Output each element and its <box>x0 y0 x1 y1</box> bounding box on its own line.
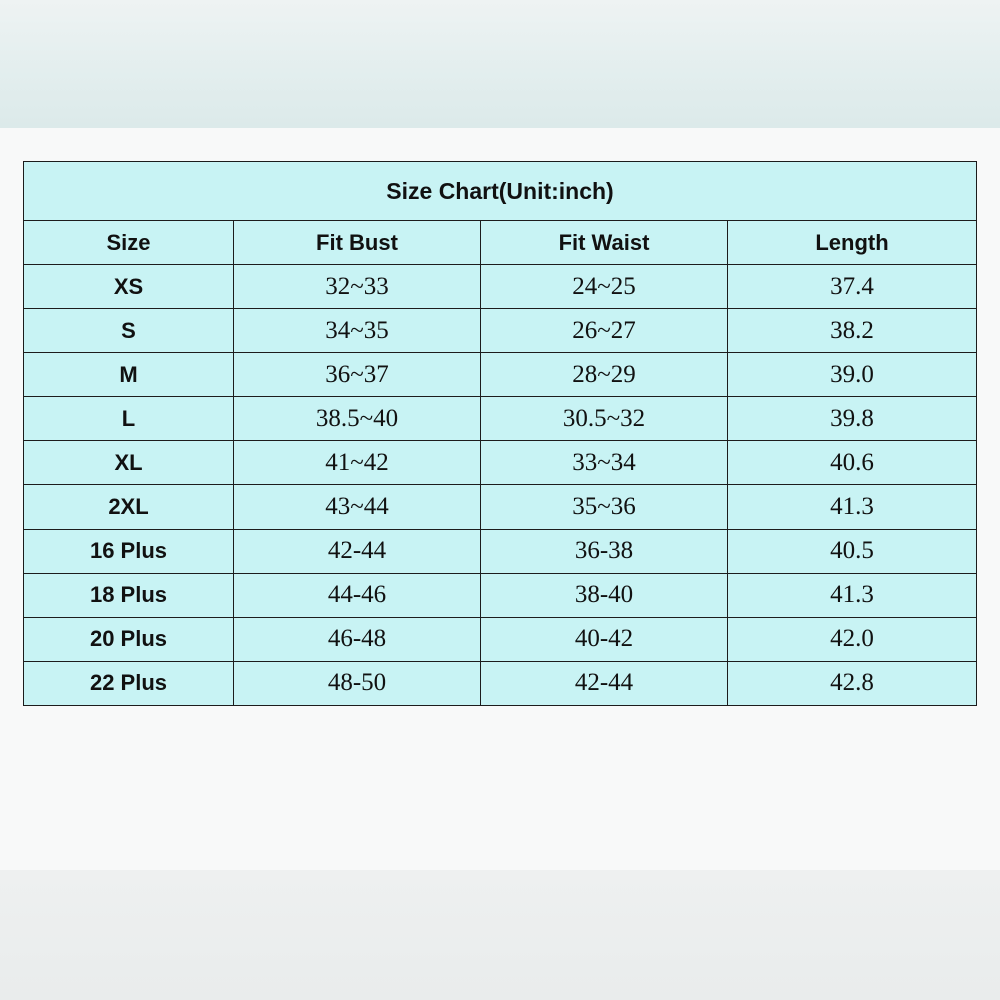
fit-waist-cell: 33~34 <box>481 441 728 485</box>
table-row <box>24 661 977 705</box>
size-rows <box>24 265 977 706</box>
length-cell: 42.8 <box>728 661 977 705</box>
fit-waist-cell: 35~36 <box>481 485 728 529</box>
size-chart-table <box>23 161 977 706</box>
length-cell: 39.8 <box>728 397 977 441</box>
size-cell: 22 Plus <box>24 661 234 705</box>
table-row <box>24 485 977 529</box>
table-row <box>24 441 977 485</box>
header-size: Size <box>24 221 234 265</box>
header-row <box>24 221 977 265</box>
table-row <box>24 573 977 617</box>
fit-waist-cell: 36-38 <box>481 529 728 573</box>
length-cell: 41.3 <box>728 485 977 529</box>
size-cell: 20 Plus <box>24 617 234 661</box>
fit-waist-cell: 24~25 <box>481 265 728 309</box>
fit-bust-cell: 36~37 <box>234 353 481 397</box>
length-cell: 40.5 <box>728 529 977 573</box>
header-length: Length <box>728 221 977 265</box>
size-cell: XS <box>24 265 234 309</box>
size-cell: S <box>24 309 234 353</box>
top-background-band <box>0 0 1000 128</box>
header-fit-bust: Fit Bust <box>234 221 481 265</box>
table-row <box>24 309 977 353</box>
fit-bust-cell: 46-48 <box>234 617 481 661</box>
size-cell: 2XL <box>24 485 234 529</box>
fit-bust-cell: 38.5~40 <box>234 397 481 441</box>
table-row <box>24 617 977 661</box>
length-cell: 40.6 <box>728 441 977 485</box>
size-chart-title: Size Chart(Unit:inch) <box>24 162 977 221</box>
length-cell: 42.0 <box>728 617 977 661</box>
table-row <box>24 529 977 573</box>
table-row <box>24 397 977 441</box>
fit-waist-cell: 40-42 <box>481 617 728 661</box>
fit-waist-cell: 38-40 <box>481 573 728 617</box>
fit-waist-cell: 28~29 <box>481 353 728 397</box>
header-fit-waist: Fit Waist <box>481 221 728 265</box>
fit-bust-cell: 48-50 <box>234 661 481 705</box>
bottom-background-band <box>0 870 1000 1000</box>
length-cell: 38.2 <box>728 309 977 353</box>
table-row <box>24 353 977 397</box>
size-cell: M <box>24 353 234 397</box>
size-cell: XL <box>24 441 234 485</box>
length-cell: 39.0 <box>728 353 977 397</box>
fit-bust-cell: 32~33 <box>234 265 481 309</box>
fit-bust-cell: 44-46 <box>234 573 481 617</box>
fit-bust-cell: 41~42 <box>234 441 481 485</box>
fit-bust-cell: 34~35 <box>234 309 481 353</box>
length-cell: 37.4 <box>728 265 977 309</box>
fit-waist-cell: 26~27 <box>481 309 728 353</box>
length-cell: 41.3 <box>728 573 977 617</box>
fit-bust-cell: 43~44 <box>234 485 481 529</box>
fit-waist-cell: 42-44 <box>481 661 728 705</box>
fit-waist-cell: 30.5~32 <box>481 397 728 441</box>
fit-bust-cell: 42-44 <box>234 529 481 573</box>
size-cell: 16 Plus <box>24 529 234 573</box>
table-row <box>24 265 977 309</box>
size-cell: 18 Plus <box>24 573 234 617</box>
size-cell: L <box>24 397 234 441</box>
